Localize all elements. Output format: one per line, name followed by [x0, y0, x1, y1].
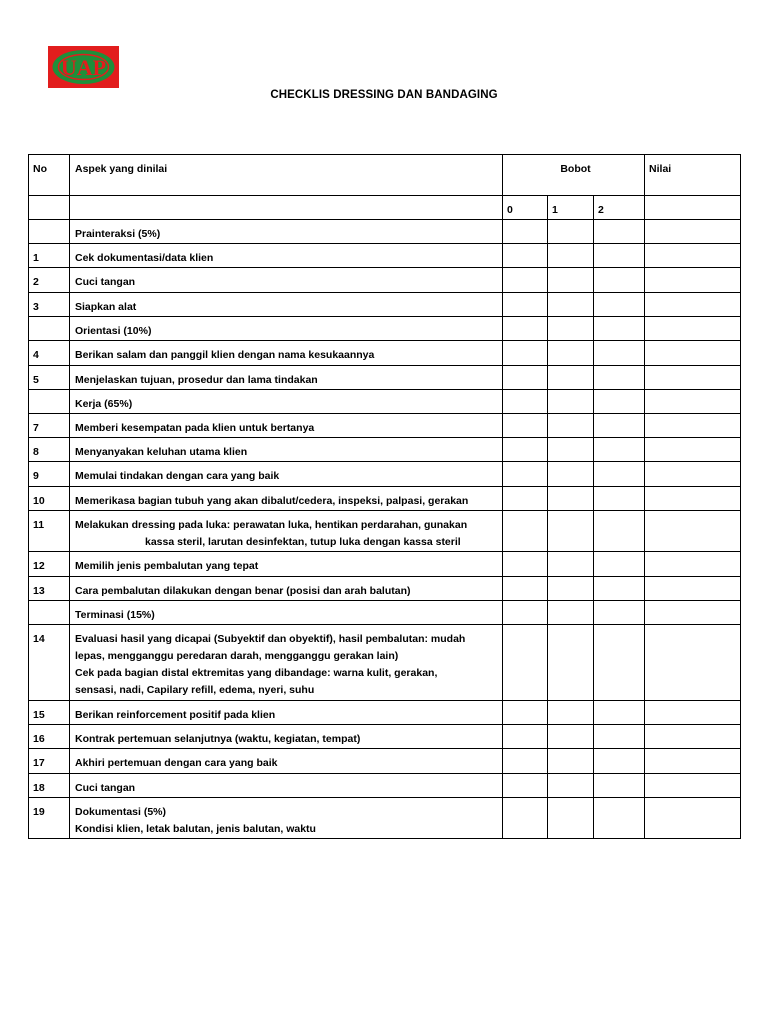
- table-row: [29, 293, 741, 317]
- table-row: [29, 798, 741, 839]
- score-2-cell[interactable]: [594, 798, 645, 839]
- score-2-cell[interactable]: [594, 774, 645, 798]
- row-number: 18: [29, 774, 70, 798]
- table-row: [29, 601, 741, 625]
- aspect-text-line: Cuci tangan: [75, 782, 136, 794]
- score-1-cell[interactable]: [548, 220, 594, 244]
- table-row: [29, 511, 741, 552]
- aspect-cell: [70, 774, 503, 798]
- aspect-cell: [70, 390, 503, 414]
- header-nilai: Nilai: [645, 155, 741, 196]
- nilai-cell[interactable]: [645, 701, 741, 725]
- aspect-text-line: Memilih jenis pembalutan yang tepat: [75, 560, 259, 572]
- scale-nilai-cell: [645, 196, 741, 220]
- document-title: CHECKLIS DRESSING DAN BANDAGING: [270, 89, 498, 101]
- score-0-cell[interactable]: [503, 390, 548, 414]
- score-0-cell[interactable]: [503, 220, 548, 244]
- aspect-text-line: Memulai tindakan dengan cara yang baik: [75, 470, 280, 482]
- scale-aspek-cell: [70, 196, 503, 220]
- table-row: [29, 366, 741, 390]
- row-number: 10: [29, 487, 70, 511]
- aspect-cell: [70, 414, 503, 438]
- scale-0: 0: [503, 196, 548, 220]
- scale-1: 1: [548, 196, 594, 220]
- aspect-cell: [70, 268, 503, 293]
- nilai-cell[interactable]: [645, 438, 741, 462]
- aspect-text-line: Cuci tangan: [75, 276, 136, 288]
- aspect-text-line: Melakukan dressing pada luka: perawatan luka, hentikan perdarahan, gunakan: [75, 519, 468, 531]
- score-0-cell[interactable]: [503, 701, 548, 725]
- score-1-cell[interactable]: [548, 487, 594, 511]
- aspect-text-line: Kondisi klien, letak balutan, jenis balutan, waktu: [75, 823, 316, 835]
- row-number: 1: [29, 244, 70, 268]
- aspect-text-line: Akhiri pertemuan dengan cara yang baik: [75, 757, 278, 769]
- score-2-cell[interactable]: [594, 601, 645, 625]
- score-0-cell[interactable]: [503, 293, 548, 317]
- bobot-scale-row: [29, 196, 741, 220]
- aspect-text-line: lepas, mengganggu peredaran darah, mengganggu gerakan lain): [75, 650, 399, 662]
- aspect-cell: [70, 798, 503, 839]
- aspect-text-line: Kerja (65%): [75, 398, 133, 410]
- score-1-cell[interactable]: [548, 552, 594, 577]
- score-1-cell[interactable]: [548, 293, 594, 317]
- table-row: [29, 701, 741, 725]
- nilai-cell[interactable]: [645, 317, 741, 341]
- uap-logo: [48, 46, 119, 88]
- score-2-cell[interactable]: [594, 725, 645, 749]
- score-2-cell[interactable]: [594, 625, 645, 701]
- score-2-cell[interactable]: [594, 438, 645, 462]
- aspect-cell: [70, 725, 503, 749]
- score-0-cell[interactable]: [503, 552, 548, 577]
- aspect-text-line: Orientasi (10%): [75, 325, 152, 337]
- aspect-cell: [70, 317, 503, 341]
- table-row: [29, 625, 741, 701]
- score-2-cell[interactable]: [594, 366, 645, 390]
- score-1-cell[interactable]: [548, 390, 594, 414]
- header-row: [29, 155, 741, 196]
- aspect-text-line: Cek dokumentasi/data klien: [75, 252, 214, 264]
- nilai-cell[interactable]: [645, 366, 741, 390]
- header-aspek: Aspek yang dinilai: [70, 155, 503, 196]
- row-number: 7: [29, 414, 70, 438]
- aspect-text-line: Kontrak pertemuan selanjutnya (waktu, kegiatan, tempat): [75, 733, 361, 745]
- score-0-cell[interactable]: [503, 625, 548, 701]
- aspect-cell: [70, 244, 503, 268]
- row-number: 3: [29, 293, 70, 317]
- table-row: [29, 774, 741, 798]
- score-0-cell[interactable]: [503, 366, 548, 390]
- score-2-cell[interactable]: [594, 220, 645, 244]
- aspect-text-line: Memerikasa bagian tubuh yang akan dibalut/cedera, inspeksi, palpasi, gerakan: [75, 495, 469, 507]
- score-1-cell[interactable]: [548, 317, 594, 341]
- nilai-cell[interactable]: [645, 577, 741, 601]
- aspect-cell: [70, 220, 503, 244]
- nilai-cell[interactable]: [645, 774, 741, 798]
- score-2-cell[interactable]: [594, 293, 645, 317]
- nilai-cell[interactable]: [645, 414, 741, 438]
- aspect-text-line: Dokumentasi (5%): [75, 806, 167, 818]
- header-bobot: Bobot: [503, 155, 645, 196]
- scale-no-cell: [29, 196, 70, 220]
- row-number: [29, 317, 70, 341]
- aspect-cell: [70, 293, 503, 317]
- nilai-cell[interactable]: [645, 268, 741, 293]
- aspect-cell: [70, 366, 503, 390]
- aspect-text-line: Evaluasi hasil yang dicapai (Subyektif dan obyektif), hasil pembalutan: mudah: [75, 633, 466, 645]
- row-number: [29, 601, 70, 625]
- table-row: [29, 414, 741, 438]
- score-2-cell[interactable]: [594, 577, 645, 601]
- nilai-cell[interactable]: [645, 462, 741, 487]
- nilai-cell[interactable]: [645, 220, 741, 244]
- nilai-cell[interactable]: [645, 625, 741, 701]
- aspect-text-line: kassa steril, larutan desinfektan, tutup luka dengan kassa steril: [145, 536, 461, 548]
- row-number: 19: [29, 798, 70, 839]
- nilai-cell[interactable]: [645, 341, 741, 366]
- row-number: 11: [29, 511, 70, 552]
- row-number: 13: [29, 577, 70, 601]
- aspect-text-line: sensasi, nadi, Capilary refill, edema, nyeri, suhu: [75, 684, 315, 696]
- row-number: 9: [29, 462, 70, 487]
- score-2-cell[interactable]: [594, 341, 645, 366]
- scale-2: 2: [594, 196, 645, 220]
- score-2-cell[interactable]: [594, 244, 645, 268]
- score-2-cell[interactable]: [594, 414, 645, 438]
- score-0-cell[interactable]: [503, 414, 548, 438]
- score-2-cell[interactable]: [594, 390, 645, 414]
- aspect-text-line: Menjelaskan tujuan, prosedur dan lama tindakan: [75, 374, 318, 386]
- row-number: 15: [29, 701, 70, 725]
- aspect-text-line: Memberi kesempatan pada klien untuk bertanya: [75, 422, 315, 434]
- aspect-cell: [70, 487, 503, 511]
- score-0-cell[interactable]: [503, 462, 548, 487]
- table-row: [29, 220, 741, 244]
- table-row: [29, 725, 741, 749]
- nilai-cell[interactable]: [645, 725, 741, 749]
- nilai-cell[interactable]: [645, 487, 741, 511]
- table-row: [29, 390, 741, 414]
- nilai-cell[interactable]: [645, 552, 741, 577]
- row-number: 2: [29, 268, 70, 293]
- score-0-cell[interactable]: [503, 725, 548, 749]
- table-row: [29, 577, 741, 601]
- row-number: 17: [29, 749, 70, 774]
- score-1-cell[interactable]: [548, 725, 594, 749]
- score-1-cell[interactable]: [548, 701, 594, 725]
- score-2-cell[interactable]: [594, 462, 645, 487]
- score-1-cell[interactable]: [548, 577, 594, 601]
- aspect-cell: [70, 438, 503, 462]
- table-row: [29, 552, 741, 577]
- row-number: 5: [29, 366, 70, 390]
- nilai-cell[interactable]: [645, 244, 741, 268]
- checklist-table: [28, 154, 741, 839]
- table-row: [29, 438, 741, 462]
- score-0-cell[interactable]: [503, 487, 548, 511]
- score-0-cell[interactable]: [503, 774, 548, 798]
- score-2-cell[interactable]: [594, 268, 645, 293]
- table-row: [29, 749, 741, 774]
- aspect-text-line: Cara pembalutan dilakukan dengan benar (posisi dan arah balutan): [75, 585, 411, 597]
- row-number: 8: [29, 438, 70, 462]
- score-0-cell[interactable]: [503, 268, 548, 293]
- aspect-text-line: Berikan reinforcement positif pada klien: [75, 709, 276, 721]
- nilai-cell[interactable]: [645, 390, 741, 414]
- aspect-text-line: Terminasi (15%): [75, 609, 155, 621]
- score-1-cell[interactable]: [548, 366, 594, 390]
- score-1-cell[interactable]: [548, 462, 594, 487]
- score-1-cell[interactable]: [548, 244, 594, 268]
- aspect-cell: [70, 601, 503, 625]
- score-2-cell[interactable]: [594, 749, 645, 774]
- aspect-cell: [70, 511, 503, 552]
- aspect-cell: [70, 552, 503, 577]
- nilai-cell[interactable]: [645, 601, 741, 625]
- aspect-text-line: Prainteraksi (5%): [75, 228, 161, 240]
- score-1-cell[interactable]: [548, 511, 594, 552]
- uap-logo-graphic: [48, 46, 119, 88]
- score-1-cell[interactable]: [548, 798, 594, 839]
- score-0-cell[interactable]: [503, 749, 548, 774]
- aspect-cell: [70, 749, 503, 774]
- row-number: [29, 220, 70, 244]
- score-0-cell[interactable]: [503, 798, 548, 839]
- aspect-text-line: Berikan salam dan panggil klien dengan nama kesukaannya: [75, 349, 375, 361]
- score-2-cell[interactable]: [594, 701, 645, 725]
- nilai-cell[interactable]: [645, 749, 741, 774]
- aspect-cell: [70, 577, 503, 601]
- table-row: [29, 244, 741, 268]
- row-number: [29, 390, 70, 414]
- aspect-cell: [70, 462, 503, 487]
- aspect-text-line: Menyanyakan keluhan utama klien: [75, 446, 248, 458]
- score-1-cell[interactable]: [548, 268, 594, 293]
- score-1-cell[interactable]: [548, 625, 594, 701]
- row-number: 4: [29, 341, 70, 366]
- aspect-cell: [70, 341, 503, 366]
- row-number: 14: [29, 625, 70, 701]
- table-row: [29, 268, 741, 293]
- aspect-cell: [70, 701, 503, 725]
- score-1-cell[interactable]: [548, 414, 594, 438]
- header-no: No: [29, 155, 70, 196]
- score-1-cell[interactable]: [548, 774, 594, 798]
- row-number: 16: [29, 725, 70, 749]
- aspect-text-line: Cek pada bagian distal ektremitas yang dibandage: warna kulit, gerakan,: [75, 667, 438, 679]
- aspect-text-line: Siapkan alat: [75, 301, 137, 313]
- score-0-cell[interactable]: [503, 577, 548, 601]
- score-2-cell[interactable]: [594, 487, 645, 511]
- score-0-cell[interactable]: [503, 244, 548, 268]
- table-row: [29, 462, 741, 487]
- score-2-cell[interactable]: [594, 511, 645, 552]
- score-0-cell[interactable]: [503, 341, 548, 366]
- table-row: [29, 317, 741, 341]
- table-row: [29, 487, 741, 511]
- score-1-cell[interactable]: [548, 601, 594, 625]
- score-2-cell[interactable]: [594, 317, 645, 341]
- score-0-cell[interactable]: [503, 601, 548, 625]
- nilai-cell[interactable]: [645, 511, 741, 552]
- nilai-cell[interactable]: [645, 293, 741, 317]
- score-1-cell[interactable]: [548, 341, 594, 366]
- svg-text:UAP: UAP: [60, 55, 107, 80]
- score-1-cell[interactable]: [548, 438, 594, 462]
- row-number: 12: [29, 552, 70, 577]
- score-2-cell[interactable]: [594, 552, 645, 577]
- score-0-cell[interactable]: [503, 317, 548, 341]
- score-0-cell[interactable]: [503, 511, 548, 552]
- aspect-cell: [70, 625, 503, 701]
- nilai-cell[interactable]: [645, 798, 741, 839]
- table-row: [29, 341, 741, 366]
- score-1-cell[interactable]: [548, 749, 594, 774]
- score-0-cell[interactable]: [503, 438, 548, 462]
